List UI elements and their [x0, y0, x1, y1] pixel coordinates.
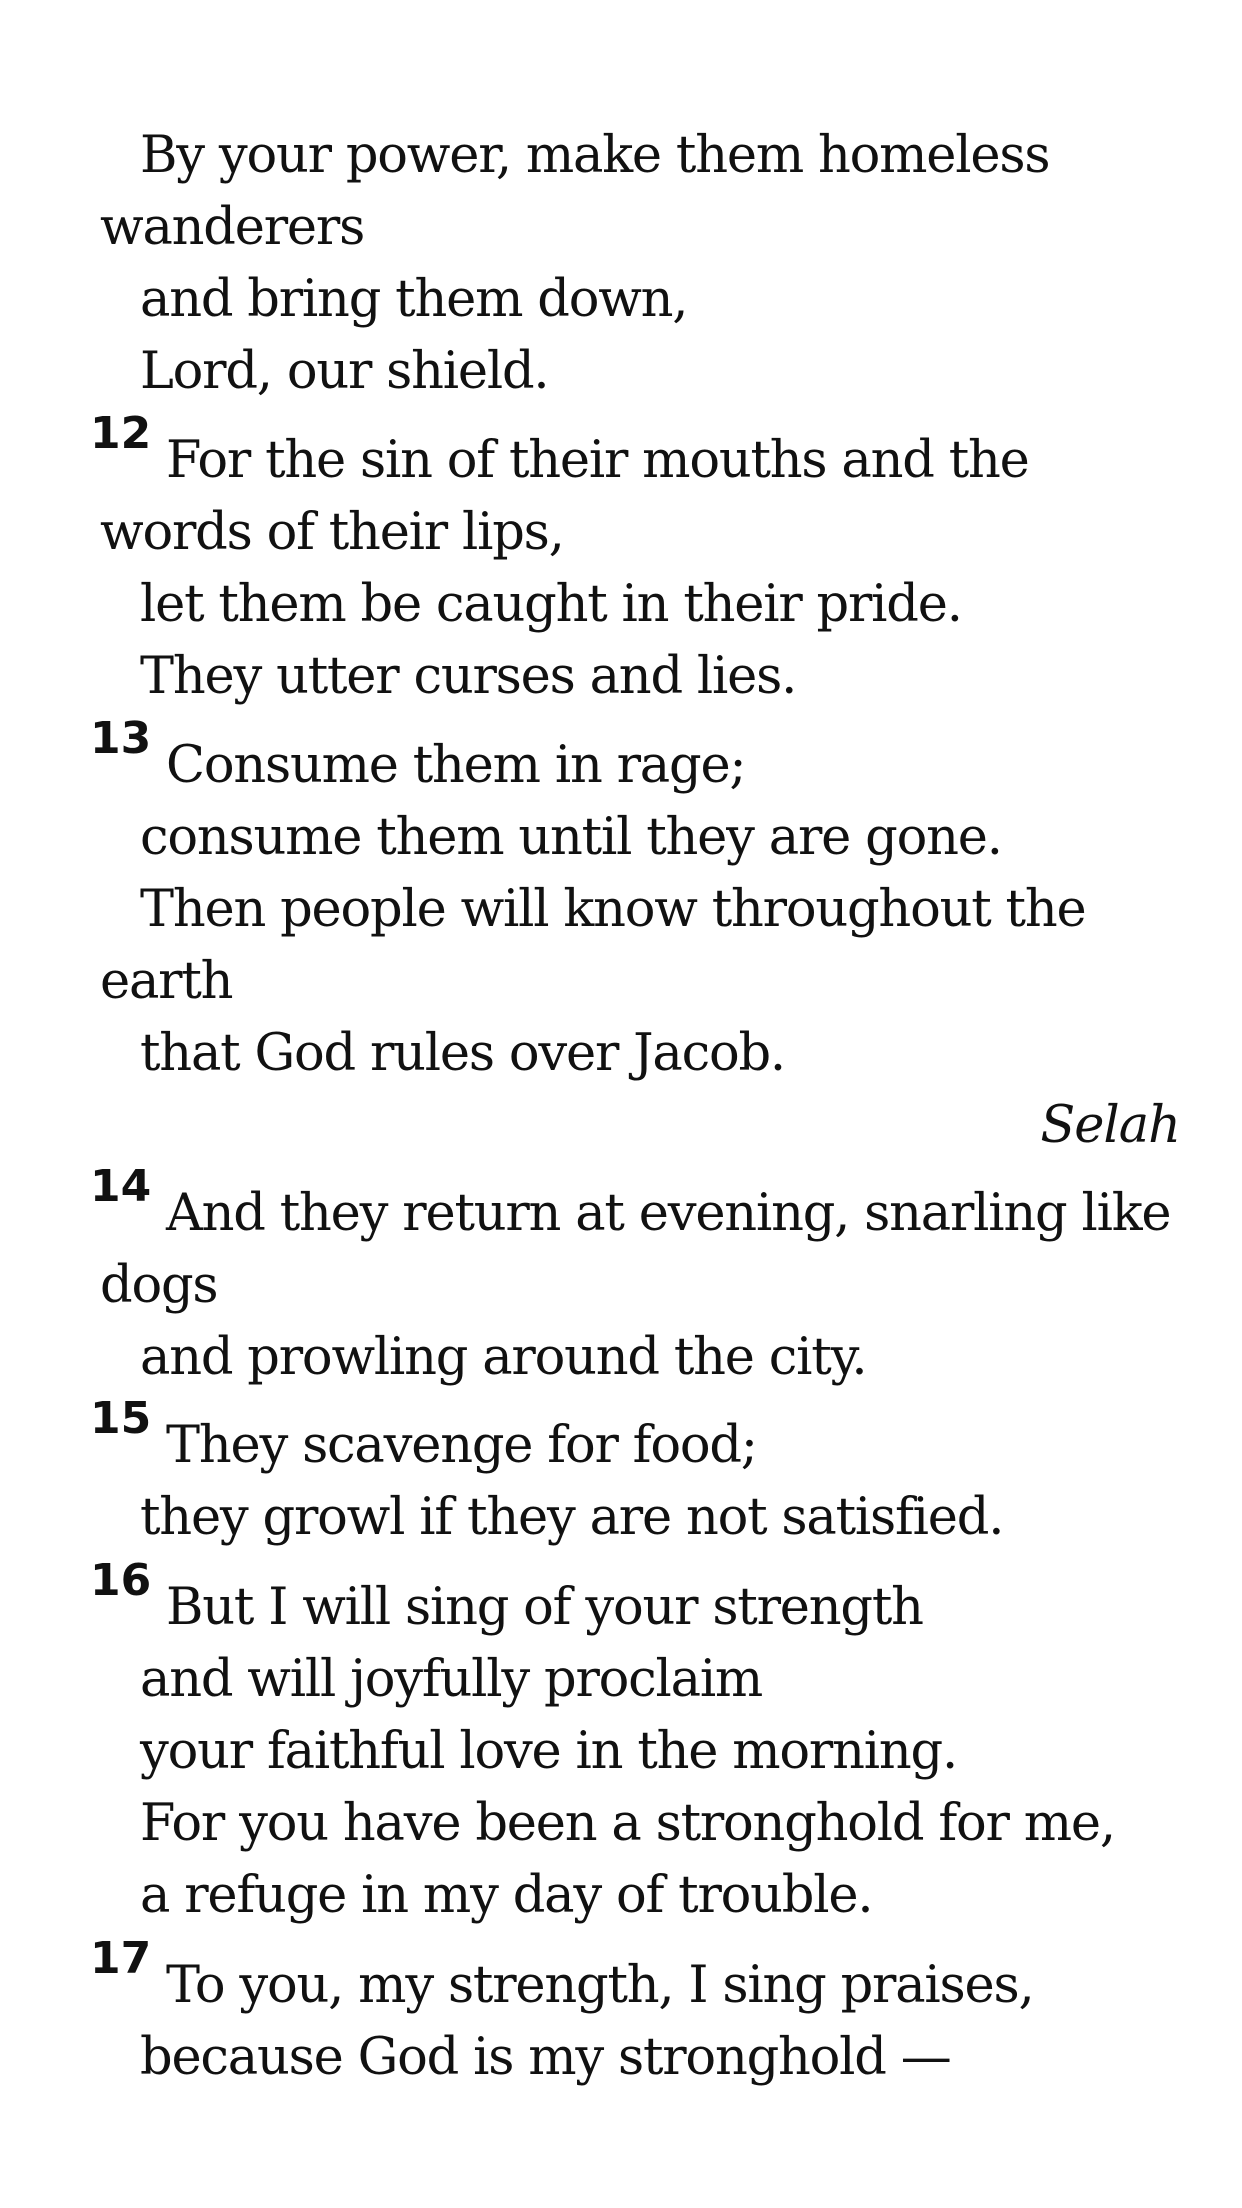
verse-line: words of their lips,: [100, 503, 564, 562]
verse-line: For you have been a stronghold for me,: [140, 1794, 1115, 1853]
verse-number: 12: [90, 408, 152, 459]
verse-line: a refuge in my day of trouble.: [140, 1866, 873, 1925]
verse-line: They scavenge for food;: [166, 1416, 757, 1475]
verse-line: And they return at evening, snarling like: [166, 1184, 1171, 1243]
verse-line: For the sin of their mouths and the: [166, 431, 1029, 490]
verse-number: 14: [90, 1161, 152, 1212]
verse-line: dogs: [100, 1256, 218, 1315]
verse-number: 16: [90, 1555, 152, 1606]
verse-line: Then people will know throughout the: [140, 880, 1086, 939]
verse-line: But I will sing of your strength: [166, 1578, 923, 1637]
verse-line: because God is my stronghold —: [140, 2028, 951, 2087]
verse-line: that God rules over Jacob.: [140, 1024, 785, 1083]
verse-line: let them be caught in their pride.: [140, 575, 962, 634]
verse-line: consume them until they are gone.: [140, 808, 1002, 867]
verse-line: and will joyfully proclaim: [140, 1650, 763, 1709]
verse-number: 17: [90, 1933, 152, 1984]
verse-line: Consume them in rage;: [166, 736, 746, 795]
verse-line: wanderers: [100, 198, 365, 257]
verse-line: By your power, make them homeless: [140, 126, 1050, 185]
selah-marker: Selah: [1040, 1096, 1180, 1155]
verse-line: earth: [100, 952, 233, 1011]
verse-line: your faithful love in the morning.: [140, 1722, 957, 1781]
verse-line: To you, my strength, I sing praises,: [166, 1956, 1034, 2015]
verse-number: 13: [90, 713, 152, 764]
verse-line: they growl if they are not satisfied.: [140, 1488, 1004, 1547]
verse-line: and prowling around the city.: [140, 1328, 867, 1387]
verse-line: They utter curses and lies.: [140, 647, 797, 706]
verse-line: Lord, our shield.: [140, 342, 549, 401]
verse-number: 15: [90, 1393, 152, 1444]
verse-line: and bring them down,: [140, 270, 688, 329]
